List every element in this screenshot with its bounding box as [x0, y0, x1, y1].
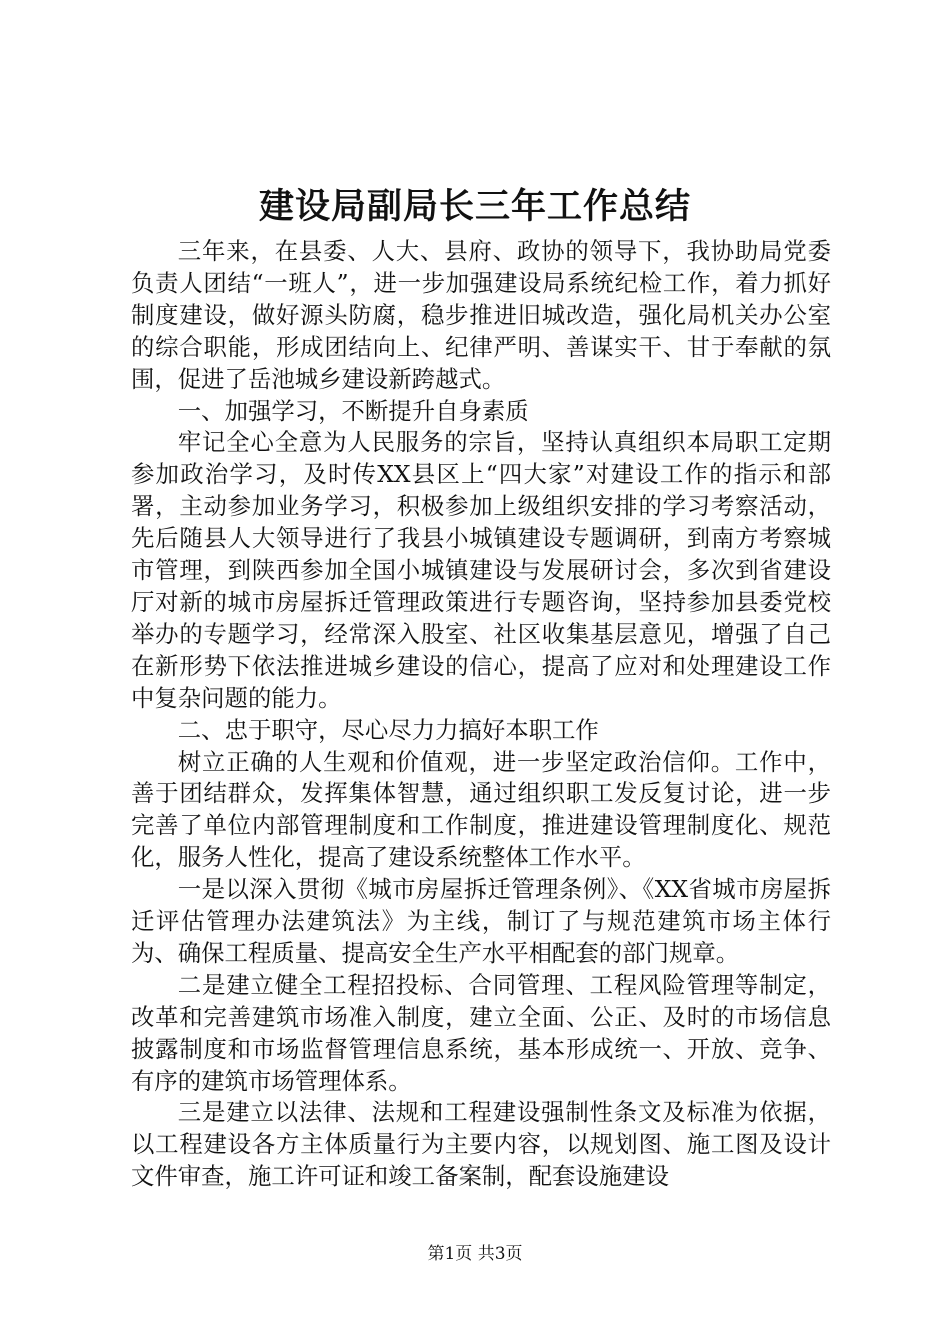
document-body [131, 236, 831, 1193]
section-heading-2: 二、忠于职守，尽心尽力力搞好本职工作 [177, 715, 599, 744]
page-number-footer: 第1页 共3页 [427, 1244, 523, 1264]
section-heading-1: 一、加强学习，不断提升自身素质 [177, 396, 529, 425]
paragraph-point-3: 三是建立以法律、法规和工程建设强制性条文及标准为依据，以工程建设各方主体质量行为主要内容，以规划图、施工图及设计文件审查，施工许可证和竣工备案制，配套设施建设 [131, 1098, 831, 1191]
paragraph-study: 牢记全心全意为人民服务的宗旨，坚持认真组织本局职工定期参加政治学习，及时传XX县区上“四大家”对建设工作的指示和部署，主动参加业务学习，积极参加上级组织安排的学习考察活动，先后随县人大领导进行了我县小城镇建设专题调研，到南方考察城市管理，到陕西参加全国小城镇建设与发展研讨会，多次到省建设厅对新的城市房屋拆迁管理政策进行专题咨询，坚持参加县委党校举办的专题学习，经常深入股室、社区收集基层意见，增强了自己在新形势下依法推进城乡建设的信心，提高了应对和处理建设工作中复杂问题的能力。 [131, 428, 831, 712]
paragraph-point-1: 一是以深入贯彻《城市房屋拆迁管理条例》、《XX省城市房屋拆迁评估管理办法建筑法》为主线，制订了与规范建筑市场主体行为、确保工程质量、提高安全生产水平相配套的部门规章。 [131, 875, 831, 967]
paragraph-duty: 树立正确的人生观和价值观，进一步坚定政治信仰。工作中，善于团结群众，发挥集体智慧，通过组织职工发反复讨论，进一步完善了单位内部管理制度和工作制度，推进建设管理制度化、规范化，服务人性化，提高了建设系统整体工作水平。 [131, 747, 831, 872]
paragraph-intro: 三年来，在县委、人大、县府、政协的领导下，我协助局党委负责人团结“一班人”，进一步加强建设局系统纪检工作，着力抓好制度建设，做好源头防腐，稳步推进旧城改造，强化局机关办公室的综合职能，形成团结向上、纪律严明、善谋实干、甘于奉献的氛围，促进了岳池城乡建设新跨越式。 [131, 237, 831, 393]
paragraph-point-2: 二是建立健全工程招投标、合同管理、工程风险管理等制定，改革和完善建筑市场准入制度，建立全面、公正、及时的市场信息披露制度和市场监督管理信息系统，基本形成统一、开放、竞争、有序的建筑市场管理体系。 [131, 970, 831, 1095]
document-title: 建设局副局长三年工作总结 [258, 187, 691, 227]
